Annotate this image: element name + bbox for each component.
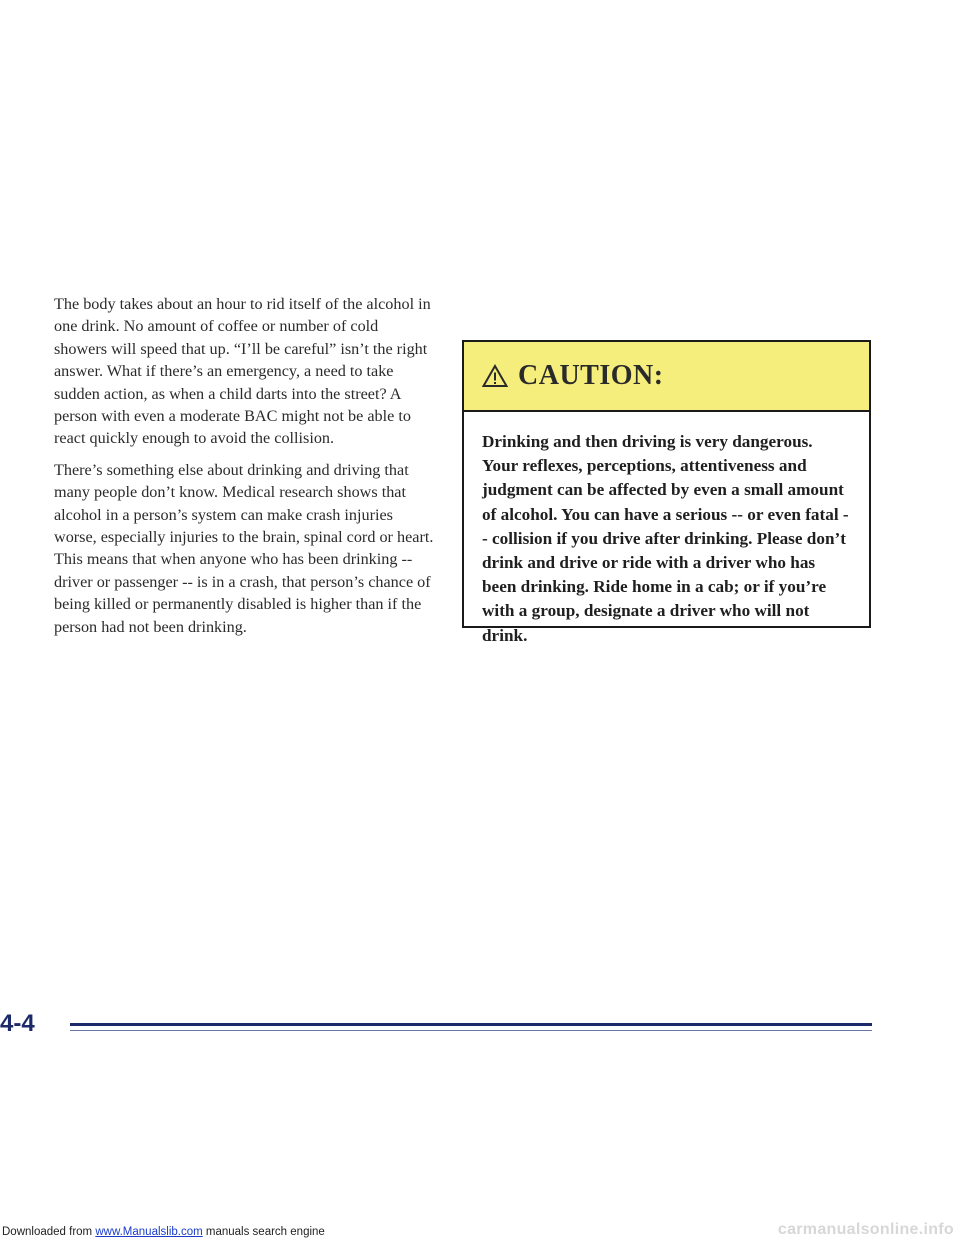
- watermark: carmanualsonline.info: [777, 1221, 954, 1238]
- body-paragraph-1: The body takes about an hour to rid itself of the alcohol in one drink. No amount of coffee or number of cold showers will speed that up. “I’ll be careful” isn’t the right answer. What if there’s an emergency, a need to take sudden action, as when a child darts into the street? A person with even a moderate BAC might not be able to react quickly enough to avoid the collision.: [54, 295, 431, 448]
- download-credit-suffix: manuals search engine: [202, 1226, 325, 1238]
- body-text-column: [54, 293, 434, 647]
- download-credit-prefix: Downloaded from: [2, 1226, 96, 1238]
- caution-body: Drinking and then driving is very dangerous. Your reflexes, perceptions, attentiveness and judgment can be affected by even a small amount of alcohol. You can have a serious -- or even fatal -- collision if you drive after drinking. Please don’t drink and drive or ride with a driver who has been drinking. Ride home in a cab; or if you’re with a group, designate a driver who will not drink.: [482, 432, 849, 645]
- body-paragraph-2: There’s something else about drinking and driving that many people don’t know. Medical research shows that alcohol in a person’s system can make crash injuries worse, especially injuries to the brain, spinal cord or heart. This means that when anyone who has been drinking -- driver or passenger -- is in a crash, that person’s chance of being killed or permanently disabled is higher than if the person had not been drinking.: [54, 460, 434, 636]
- page-footer: [0, 1010, 960, 1050]
- caution-header: [464, 342, 869, 412]
- page-number: 4-4: [0, 1010, 35, 1037]
- manualslib-link[interactable]: www.Manualslib.com: [95, 1226, 203, 1238]
- caution-box: [462, 340, 871, 645]
- footer-rule: [70, 1023, 872, 1026]
- caution-title: CAUTION:: [518, 360, 664, 391]
- download-credit: [2, 1226, 325, 1238]
- footer-rule-thin: [70, 1030, 872, 1031]
- warning-triangle-icon: [482, 364, 508, 388]
